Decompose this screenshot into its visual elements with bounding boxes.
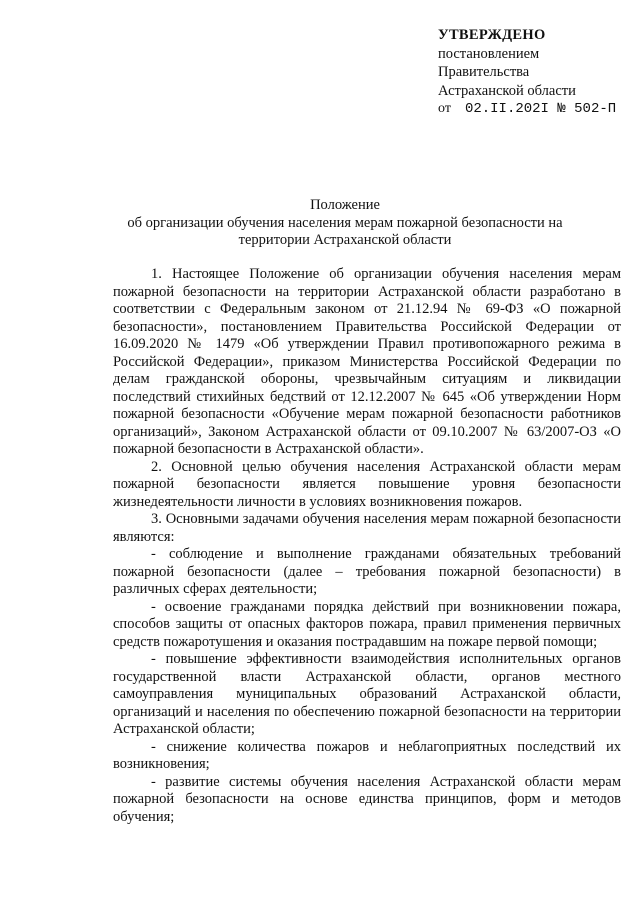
approval-title: УТВЕРЖДЕНО: [438, 27, 546, 43]
approval-stamp: [438, 26, 616, 119]
approval-date-prefix: от: [438, 101, 451, 116]
list-item: - развитие системы обучения населения Астраханской области мерам пожарной безопасности на основе единства принципов, форм и методов обучения;: [113, 773, 621, 825]
document-body: [113, 266, 621, 826]
list-item: - соблюдение и выполнение гражданами обязательных требований пожарной безопасности (далее – требования пожарной безопасности) в различных сферах деятельности;: [113, 546, 621, 597]
document-title: Положение: [310, 197, 380, 213]
approval-line-1: постановлением: [438, 45, 540, 62]
paragraph-1: 1. Настоящее Положение об организации обучения населения мерам пожарной безопасности на территории Астраханской области разработано в соответствии с Федеральным законом от 21.12.94 № 69-ФЗ «О пожарной безопасности», постановлением Правительства Российской Федерации от 16.09.2020 № 1479 «Об утверждении Правил противопожарного режима в Российской Федерации», приказом Министерства Российской Федерации по делам гражданской обороны, чрезвычайным ситуациям и ликвидации последствий стихийных бедствий от 12.12.2007 № 645 «Об утверждении Норм пожарной безопасности «Обучение мерам пожарной безопасности работников организаций», Законом Астраханской области от 09.10.2007 № 63/2007-ОЗ «О пожарной безопасности в Астраханской области».: [113, 266, 621, 457]
document-subtitle-line-1: об организации обучения населения мерам пожарной безопасности на: [127, 214, 563, 231]
list-item: - повышение эффективности взаимодействия исполнительных органов государственной власти Астраханской области, органов местного самоуправления муниципальных образований Астраханской области, организаций и населения по обеспечению пожарной безопасности на территории Астраханской области;: [113, 651, 621, 737]
approval-date-value: 02.II.202I № 502-П: [464, 101, 617, 117]
list-item: - освоение гражданами порядка действий при возникновении пожара, способов защиты от опасных факторов пожара, правил применения первичных средств пожаротушения и оказания пострадавшим на пожаре первой помощи;: [113, 598, 621, 650]
paragraph-3: 3. Основными задачами обучения населения мерам пожарной безопасности являются:: [113, 511, 621, 545]
approval-line-3: Астраханской области: [438, 82, 576, 99]
list-item: - снижение количества пожаров и неблагоприятных последствий их возникновения;: [113, 738, 621, 772]
document-subtitle-line-2: территории Астраханской области: [238, 232, 452, 248]
document-heading: [100, 197, 590, 250]
paragraph-2: 2. Основной целью обучения населения Астраханской области мерам пожарной безопасности является повышение уровня безопасности жизнедеятельности личности в условиях возникновения пожаров.: [113, 458, 621, 510]
approval-date-line: [438, 100, 616, 119]
approval-line-2: Правительства: [438, 64, 530, 80]
